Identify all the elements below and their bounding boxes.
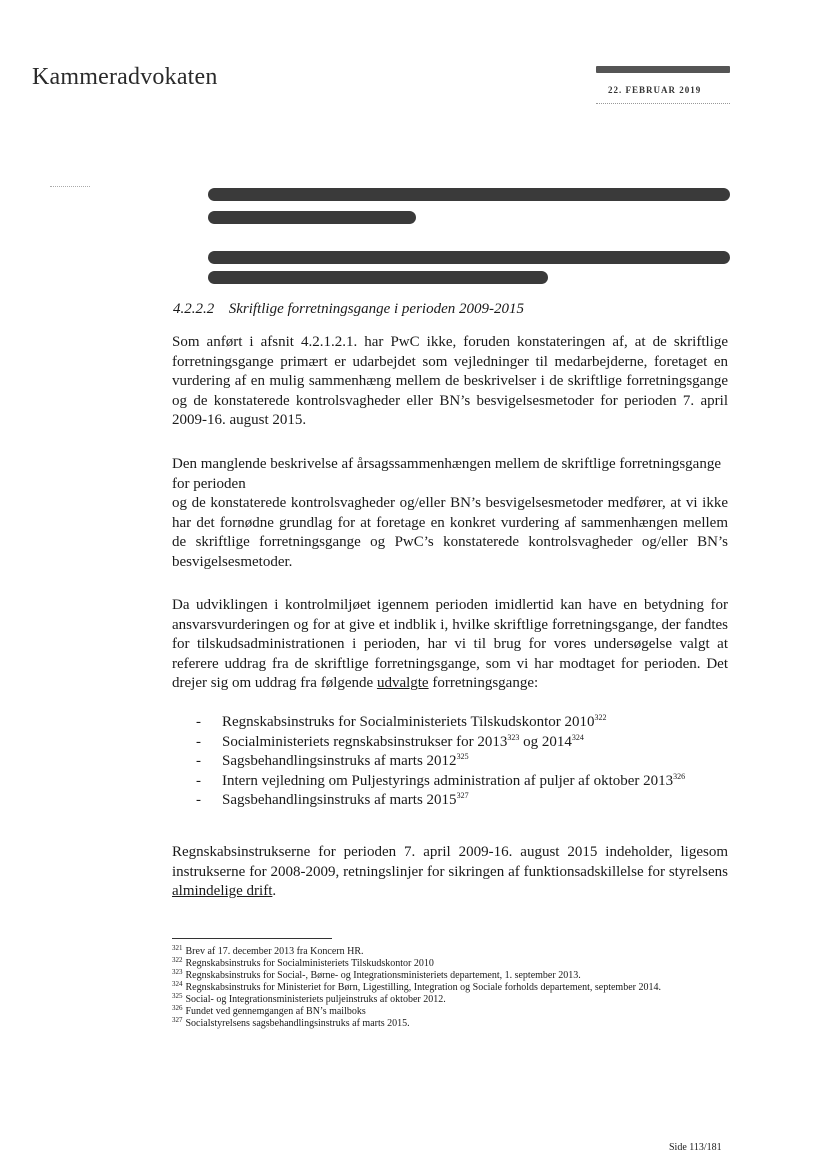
dash-bullet: - (196, 792, 201, 809)
list-item: - Sagsbehandlingsinstruks af marts 2012$^{325}$ (196, 752, 685, 772)
footnote-ref: 322 (594, 713, 607, 722)
dash-bullet: - (196, 733, 201, 750)
brand-name: Kammeradvokaten (32, 64, 218, 90)
footnote-ref: 323 (507, 732, 520, 742)
footnote: $^{321}$ Brev af 17. december 2013 fra Koncern HR. (172, 943, 364, 957)
footnote: $^{325}$ Social- og Integrationsministeriets puljeinstruks af oktober 2012. (172, 991, 446, 1005)
paragraph-2-line-b: og de konstaterede kontrolsvagheder og/eller BN’s besvigelsesmetoder medfører, at vi ikke har det fornødne grundlag for at foretage en konkret vurdering af sammenhængen mellem de skriftlige forretningsgange og PwC’s konstaterede kontrolsvagheder og/eller BN’s besvigelsesmetoder. (172, 495, 728, 570)
list-item: - Regnskabsinstruks for Socialministeriets Tilskudskontor 2010$^{322}$ (196, 713, 685, 733)
footnote-ref: 327 (456, 791, 469, 801)
divider (596, 103, 730, 104)
footnote: $^{322}$ Regnskabsinstruks for Socialministeriets Tilskudskontor 2010 (172, 955, 434, 969)
dash-bullet: - (196, 772, 201, 789)
instruction-list (196, 713, 685, 811)
paragraph-3-end: forretningsgange: (432, 675, 539, 692)
underlined-word: udvalgte (376, 675, 429, 692)
redaction-bar (208, 271, 548, 284)
footnote: $^{324}$ Regnskabsinstruks for Ministeriet for Børn, Ligestilling, Integration og Sociale forholds departement, september 2014. (172, 979, 661, 993)
list-item: - Intern vejledning om Puljestyrings administration af puljer af oktober 2013$^{326}$ (196, 772, 685, 792)
paragraph-3 (172, 596, 728, 694)
section-number: 4.2.2.2 (173, 301, 215, 317)
footnote: $^{323}$ Regnskabsinstruks for Social-, Børne- og Integrationsministeriets departement, 1. september 2013. (172, 967, 581, 981)
footnote-ref: 324 (571, 732, 584, 742)
date-block (596, 66, 730, 104)
section-heading (173, 301, 524, 318)
redaction-bar (208, 251, 730, 264)
footnote-divider (172, 938, 332, 939)
footnote: $^{327}$ Socialstyrelsens sagsbehandlingsinstruks af marts 2015. (172, 1015, 410, 1029)
page-number: Side 113/181 (669, 1142, 722, 1153)
paragraph-4-text: Regnskabsinstrukserne for perioden 7. april 2009-16. august 2015 indeholder, ligesom instrukserne for 2008-2009, retningslinjer for sikringen af funktionsadskillelse for styrelsens (172, 844, 728, 880)
redaction-bar (208, 211, 416, 224)
paragraph-2-line-a: Den manglende beskrivelse af årsagssammenhængen mellem de skriftlige forretningsgange for perioden (172, 456, 721, 492)
paragraph-1: Som anført i afsnit 4.2.1.2.1. har PwC ikke, foruden konstateringen af, at de skriftlige forretningsgange primært er udarbejdet som vejledninger til medarbejderne, foretaget en vurdering af en mulig sammenhæng mellem de beskrivelser i de skriftlige forretningsgange og de konstaterede kontrolsvagheder eller BN’s besvigelsesmetoder for perioden 7. april 2009-16. august 2015. (172, 334, 728, 429)
footnote-ref: 325 (456, 752, 469, 762)
list-item: - Socialministeriets regnskabsinstrukser for 2013$^{323}$ og 2014$^{324}$ (196, 733, 685, 753)
footnote: $^{326}$ Fundet ved gennemgangen af BN’s mailboks (172, 1003, 366, 1017)
document-date: 22. FEBRUAR 2019 (608, 85, 702, 95)
paragraph-2 (172, 455, 728, 573)
redaction-bar (208, 188, 730, 201)
footnote-ref: 326 (673, 771, 686, 781)
paragraph-3-text: Da udviklingen i kontrolmiljøet igennem perioden imidlertid kan have en betydning for ansvarsvurderingen og for at give et indblik i, hvilke skriftlige forretningsgange, der fandtes for tilskudsadministrationen i perioden, har vi til brug for vores undersøgelse valgt at referere uddrag fra de skriftlige forretningsgange, som vi har modtaget for perioden. Det drejer sig om uddrag fra følgende (172, 597, 728, 692)
redacted-bar (596, 66, 730, 73)
dash-bullet: - (196, 753, 201, 770)
margin-mark (50, 186, 90, 187)
dash-bullet: - (196, 714, 201, 730)
list-item: - Sagsbehandlingsinstruks af marts 2015$^{327}$ (196, 791, 685, 811)
paragraph-4: Regnskabsinstrukserne for perioden 7. april 2009-16. august 2015 indeholder, ligesom instrukserne for 2008-2009, retningslinjer for sikringen af funktionsadskillelse for styrelsens almindelige drift. (172, 844, 728, 900)
section-title: Skriftlige forretningsgange i perioden 2009-2015 (228, 301, 524, 317)
footnotes (172, 943, 661, 1030)
underlined-phrase: almindelige drift (172, 883, 273, 900)
